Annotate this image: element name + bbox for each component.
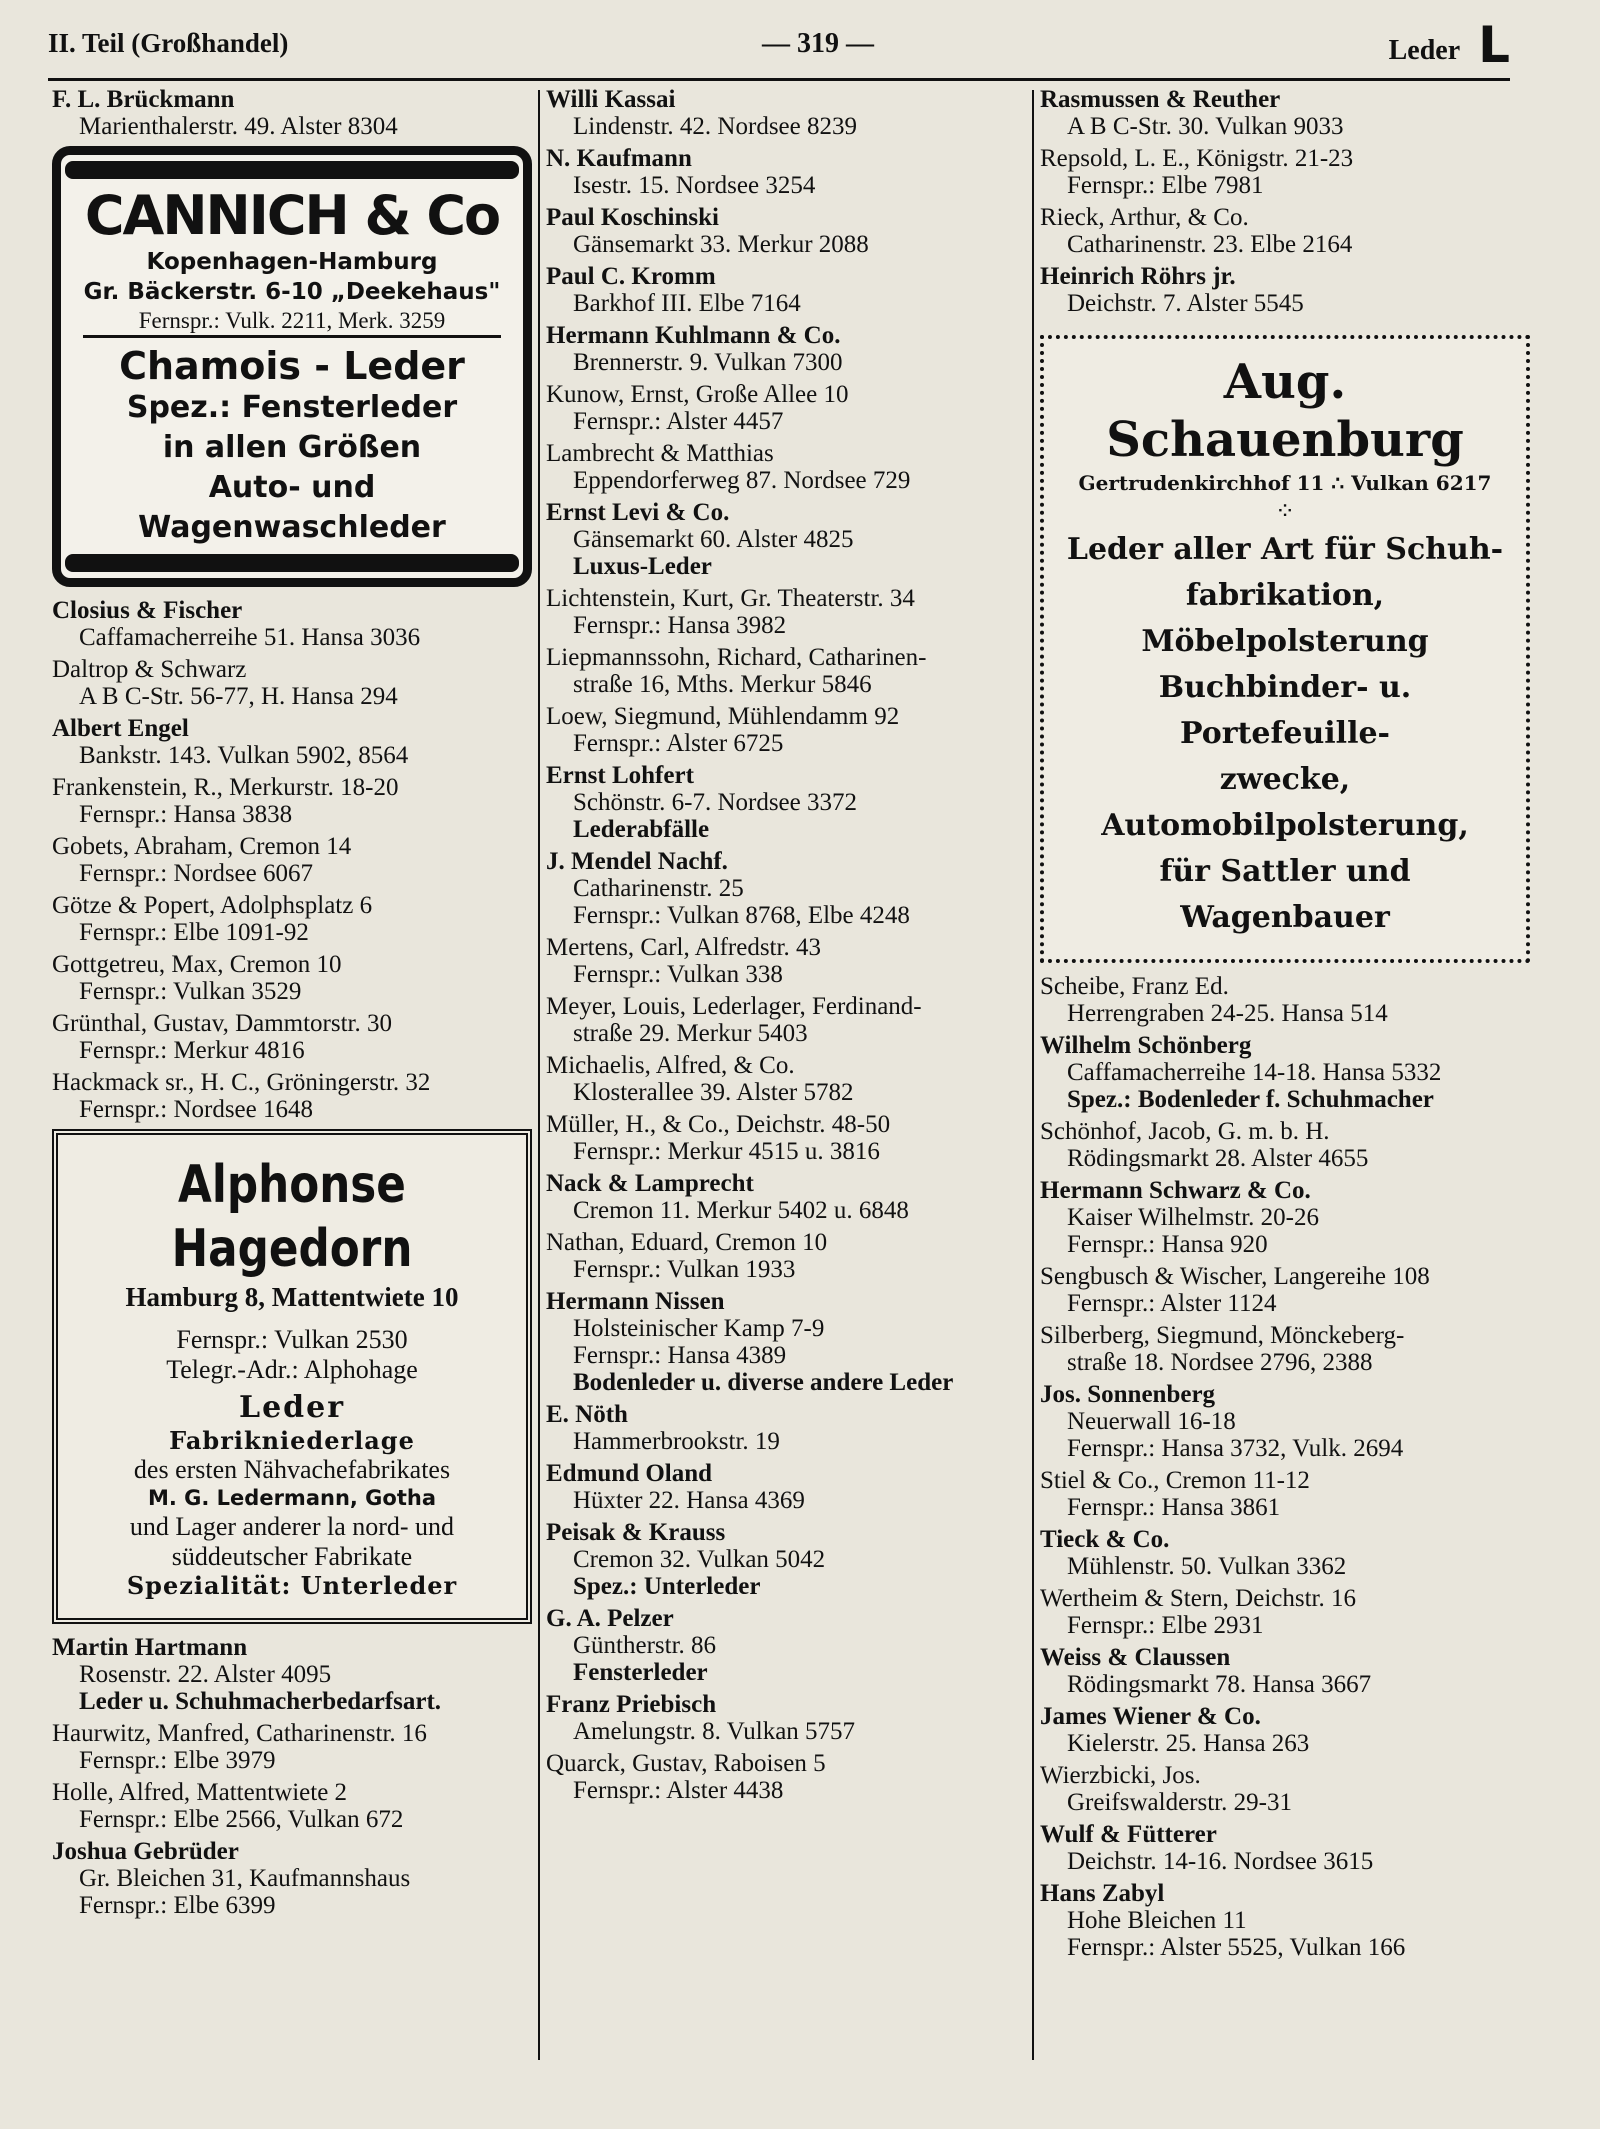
entry-name: Edmund Oland — [546, 1460, 713, 1487]
advert-hagedorn — [52, 1129, 532, 1624]
entry-name: Paul Koschinski — [546, 204, 719, 231]
entry-name: Stiel & Co., Cremon 11-12 — [1040, 1467, 1310, 1494]
entry-name: Peisak & Krauss — [546, 1519, 726, 1546]
entry-name: Weiss & Claussen — [1040, 1644, 1231, 1671]
entry-name: Lambrecht & Matthias — [546, 440, 774, 467]
directory-entry — [1040, 1703, 1530, 1757]
directory-entry — [546, 1052, 1026, 1106]
advert-headline: Chamois - Leder — [119, 344, 465, 388]
directory-entry — [52, 774, 532, 828]
advert-phone: Fernspr.: Vulkan 2530 — [176, 1325, 408, 1354]
entry-name: Ernst Lohfert — [546, 762, 694, 789]
directory-entry — [546, 644, 1026, 698]
entry-detail: Rödingsmarkt 78. Hansa 3667 — [1067, 1671, 1372, 1698]
advert-text: fabrikation, Möbelpolsterung — [1141, 578, 1429, 659]
advert-city: Kopenhagen-Hamburg — [146, 249, 438, 275]
entry-detail: Fernspr.: Vulkan 1933 — [573, 1256, 796, 1283]
entry-detail: Fernspr.: Vulkan 3529 — [79, 978, 302, 1005]
entry-name: Schönhof, Jacob, G. m. b. H. — [1040, 1118, 1330, 1145]
directory-entry — [546, 86, 1026, 140]
directory-entry — [52, 951, 532, 1005]
directory-entry — [546, 204, 1026, 258]
column-right — [1040, 86, 1530, 1966]
entry-name: Quarck, Gustav, Raboisen 5 — [546, 1750, 826, 1777]
entry-name: Rieck, Arthur, & Co. — [1040, 204, 1249, 231]
directory-entry — [1040, 1032, 1530, 1113]
entry-detail: Holsteinischer Kamp 7-9 — [573, 1315, 825, 1342]
entry-name: Ernst Levi & Co. — [546, 499, 730, 526]
entry-detail: Fernspr.: Elbe 2931 — [1067, 1612, 1264, 1639]
entry-name: Hermann Schwarz & Co. — [1040, 1177, 1311, 1204]
directory-entry — [1040, 1762, 1530, 1816]
entry-name: Meyer, Louis, Lederlager, Ferdinand- — [546, 993, 922, 1020]
entry-detail: Spez.: Unterleder — [573, 1573, 761, 1600]
entry-detail: Fernspr.: Alster 4457 — [573, 408, 784, 435]
entry-detail: Mühlenstr. 50. Vulkan 3362 — [1067, 1553, 1347, 1580]
entry-detail: Gänsemarkt 33. Merkur 2088 — [573, 231, 869, 258]
directory-entry — [1040, 1467, 1530, 1521]
entry-name: Closius & Fischer — [52, 597, 243, 624]
advert-text: Spezialität: Unterleder — [126, 1571, 458, 1600]
entry-detail: Fernspr.: Hansa 920 — [1067, 1231, 1268, 1258]
entry-name: Frankenstein, R., Merkurstr. 18-20 — [52, 774, 399, 801]
entry-name: Götze & Popert, Adolphsplatz 6 — [52, 892, 373, 919]
advert-text: Auto- und — [208, 470, 376, 505]
entry-detail: Fernspr.: Elbe 1091-92 — [79, 919, 309, 946]
entry-detail: Herrengraben 24-25. Hansa 514 — [1067, 1000, 1388, 1027]
entry-detail: Fernspr.: Hansa 3861 — [1067, 1494, 1281, 1521]
directory-entry — [546, 1605, 1026, 1686]
entry-list — [546, 86, 1026, 1804]
directory-entry — [52, 656, 532, 710]
entry-detail: Fernspr.: Hansa 4389 — [573, 1342, 787, 1369]
entry-name: Gottgetreu, Max, Cremon 10 — [52, 951, 342, 978]
entry-detail: Gänsemarkt 60. Alster 4825 — [573, 526, 854, 553]
directory-entry — [546, 993, 1026, 1047]
entry-detail: Barkhof III. Elbe 7164 — [573, 290, 801, 317]
advert-text: für Sattler und Wagenbauer — [1159, 854, 1411, 935]
entry-name: Michaelis, Alfred, & Co. — [546, 1052, 795, 1079]
entry-detail: Hüxter 22. Hansa 4369 — [573, 1487, 805, 1514]
entry-detail: straße 18. Nordsee 2796, 2388 — [1067, 1349, 1373, 1376]
directory-entry — [1040, 1644, 1530, 1698]
directory-entry — [52, 1838, 532, 1919]
directory-entry — [546, 381, 1026, 435]
entry-name: Martin Hartmann — [52, 1634, 248, 1661]
entry-name: Sengbusch & Wischer, Langereihe 108 — [1040, 1263, 1430, 1290]
directory-entry — [52, 833, 532, 887]
column-left — [52, 86, 532, 1924]
advert-text: Buchbinder- u. Portefeuille- — [1158, 670, 1412, 751]
entry-detail: Fernspr.: Alster 1124 — [1067, 1290, 1277, 1317]
entry-name: Grünthal, Gustav, Dammtorstr. 30 — [52, 1010, 393, 1037]
directory-entry — [52, 715, 532, 769]
directory-entry — [546, 1170, 1026, 1224]
directory-entry — [52, 1720, 532, 1774]
page-number: — 319 — — [762, 28, 874, 59]
entry-name: Tieck & Co. — [1040, 1526, 1170, 1553]
entry-detail: Catharinenstr. 23. Elbe 2164 — [1067, 231, 1353, 258]
directory-entry — [1040, 86, 1530, 140]
entry-detail: Fernspr.: Merkur 4515 u. 3816 — [573, 1138, 880, 1165]
column-divider — [1032, 90, 1034, 2060]
entry-name: Liepmannssohn, Richard, Catharinen- — [546, 644, 927, 671]
entry-detail: Güntherstr. 86 — [573, 1632, 717, 1659]
advert-border-top — [65, 161, 519, 179]
entry-detail: Fensterleder — [573, 1659, 708, 1686]
advert-text: Spez.: Fensterleder — [126, 390, 458, 425]
directory-entry — [1040, 1526, 1530, 1580]
entry-name: Heinrich Röhrs jr. — [1040, 263, 1236, 290]
entry-name: Franz Priebisch — [546, 1691, 717, 1718]
entry-name: Silberberg, Siegmund, Mönckeberg- — [1040, 1322, 1405, 1349]
entry-name: Repsold, L. E., Königstr. 21-23 — [1040, 145, 1354, 172]
entry-detail: Fernspr.: Merkur 4816 — [79, 1037, 305, 1064]
entry-list — [52, 1634, 532, 1919]
directory-entry — [546, 1401, 1026, 1455]
directory-entry — [546, 1460, 1026, 1514]
directory-entry — [546, 145, 1026, 199]
entry-name: Holle, Alfred, Mattentwiete 2 — [52, 1779, 348, 1806]
directory-entry — [546, 1691, 1026, 1745]
entry-name: Jos. Sonnenberg — [1040, 1381, 1216, 1408]
entry-detail: Lindenstr. 42. Nordsee 8239 — [573, 113, 857, 140]
directory-entry — [1040, 1585, 1530, 1639]
entry-name: Daltrop & Schwarz — [52, 656, 247, 683]
entry-detail: straße 16, Mths. Merkur 5846 — [573, 671, 872, 698]
advert-address: Hamburg 8, Mattentwiete 10 — [125, 1282, 459, 1312]
entry-detail: Bankstr. 143. Vulkan 5902, 8564 — [79, 742, 409, 769]
entry-name: Scheibe, Franz Ed. — [1040, 973, 1229, 1000]
entry-name: Joshua Gebrüder — [52, 1838, 239, 1865]
entry-detail: Fernspr.: Elbe 7981 — [1067, 172, 1264, 199]
entry-name: Wilhelm Schönberg — [1040, 1032, 1252, 1059]
index-letter: L — [1478, 16, 1510, 74]
entry-detail: Kielerstr. 25. Hansa 263 — [1067, 1730, 1310, 1757]
advert-text: des ersten Nähvachefabrikates — [133, 1455, 451, 1484]
section-title: Leder — [1388, 35, 1461, 66]
entry-name: F. L. Brückmann — [52, 86, 235, 113]
entry-name: N. Kaufmann — [546, 145, 692, 172]
column-middle — [546, 86, 1026, 1809]
directory-entry — [546, 585, 1026, 639]
page-header — [48, 16, 1510, 81]
entry-name: Albert Engel — [52, 715, 189, 742]
entry-detail: Fernspr.: Vulkan 338 — [573, 961, 783, 988]
advert-schauenburg — [1040, 335, 1530, 963]
directory-entry — [52, 1779, 532, 1833]
entry-name: G. A. Pelzer — [546, 1605, 674, 1632]
entry-detail: Greifswalderstr. 29-31 — [1067, 1789, 1292, 1816]
entry-detail: Lederabfälle — [573, 816, 710, 843]
entry-detail: Gr. Bleichen 31, Kaufmannshaus — [79, 1865, 411, 1892]
directory-entry — [546, 440, 1026, 494]
entry-detail: Fernspr.: Elbe 2566, Vulkan 672 — [79, 1806, 404, 1833]
advert-text: und Lager anderer la nord- und — [129, 1512, 455, 1541]
directory-entry — [1040, 145, 1530, 199]
directory-entry — [52, 597, 532, 651]
entry-detail: A B C-Str. 30. Vulkan 9033 — [1067, 113, 1344, 140]
advert-address: Gertrudenkirchhof 11 ∴ Vulkan 6217 — [1078, 471, 1492, 495]
advert-headline: Leder — [238, 1390, 346, 1425]
advert-company-name: CANNICH & Co — [84, 184, 500, 247]
entry-detail: Hammerbrookstr. 19 — [573, 1428, 780, 1455]
entry-name: Kunow, Ernst, Große Allee 10 — [546, 381, 849, 408]
entry-name: Nack & Lamprecht — [546, 1170, 754, 1197]
advert-address: Gr. Bäckerstr. 6-10 „Deekehaus" — [83, 279, 501, 305]
entry-name: Loew, Siegmund, Mühlendamm 92 — [546, 703, 900, 730]
directory-entry — [546, 1229, 1026, 1283]
directory-entry — [52, 86, 532, 140]
directory-entry — [52, 1010, 532, 1064]
entry-detail: Eppendorferweg 87. Nordsee 729 — [573, 467, 911, 494]
directory-entry — [1040, 1263, 1530, 1317]
directory-entry — [546, 263, 1026, 317]
entry-name: Hackmack sr., H. C., Gröningerstr. 32 — [52, 1069, 431, 1096]
entry-detail: Fernspr.: Nordsee 6067 — [79, 860, 313, 887]
entry-name: Gobets, Abraham, Cremon 14 — [52, 833, 352, 860]
entry-detail: Bodenleder u. diverse andere Leder — [573, 1369, 954, 1396]
entry-name: Wulf & Fütterer — [1040, 1821, 1217, 1848]
entry-list — [52, 597, 532, 1123]
entry-detail: Fernspr.: Hansa 3838 — [79, 801, 293, 828]
directory-entry — [1040, 1118, 1530, 1172]
entry-detail: Isestr. 15. Nordsee 3254 — [573, 172, 816, 199]
entry-detail: Fernspr.: Alster 4438 — [573, 1777, 784, 1804]
directory-entry — [1040, 204, 1530, 258]
advert-text: zwecke, Automobilpolsterung, — [1101, 762, 1469, 843]
entry-detail: Fernspr.: Hansa 3982 — [573, 612, 787, 639]
advert-cannich — [52, 146, 532, 587]
entry-list — [1040, 973, 1530, 1961]
entry-detail: Luxus-Leder — [573, 553, 712, 580]
entry-name: J. Mendel Nachf. — [546, 848, 728, 875]
entry-list — [1040, 86, 1530, 317]
entry-detail: Fernspr.: Vulkan 8768, Elbe 4248 — [573, 902, 910, 929]
advert-text: süddeutscher Fabrikate — [171, 1542, 413, 1571]
entry-detail: A B C-Str. 56-77, H. Hansa 294 — [79, 683, 398, 710]
entry-detail: Fernspr.: Elbe 3979 — [79, 1747, 276, 1774]
entry-list — [52, 86, 532, 140]
advert-text: Leder aller Art für Schuh- — [1066, 532, 1504, 567]
entry-detail: straße 29. Merkur 5403 — [573, 1020, 808, 1047]
entry-detail: Catharinenstr. 25 — [573, 875, 744, 902]
entry-name: Nathan, Eduard, Cremon 10 — [546, 1229, 828, 1256]
advert-phone: Fernspr.: Vulk. 2211, Merk. 3259 — [83, 307, 501, 338]
entry-name: Hans Zabyl — [1040, 1880, 1165, 1907]
entry-name: Willi Kassai — [546, 86, 676, 113]
entry-name: Paul C. Kromm — [546, 263, 716, 290]
ornament-icon: ⁘ — [1274, 499, 1296, 525]
directory-entry — [1040, 1177, 1530, 1258]
entry-name: Haurwitz, Manfred, Catharinenstr. 16 — [52, 1720, 427, 1747]
entry-detail: Leder u. Schuhmacherbedarfsart. — [79, 1688, 442, 1715]
directory-entry — [546, 934, 1026, 988]
directory-entry — [546, 762, 1026, 843]
entry-name: Mertens, Carl, Alfredstr. 43 — [546, 934, 821, 961]
entry-detail: Neuerwall 16-18 — [1067, 1408, 1236, 1435]
entry-detail: Fernspr.: Elbe 6399 — [79, 1892, 276, 1919]
entry-detail: Hohe Bleichen 11 — [1067, 1907, 1247, 1934]
entry-detail: Schönstr. 6-7. Nordsee 3372 — [573, 789, 857, 816]
entry-name: Wertheim & Stern, Deichstr. 16 — [1040, 1585, 1356, 1612]
directory-entry — [546, 1750, 1026, 1804]
entry-detail: Fernspr.: Alster 6725 — [573, 730, 784, 757]
entry-name: Hermann Kuhlmann & Co. — [546, 322, 841, 349]
entry-detail: Deichstr. 7. Alster 5545 — [1067, 290, 1304, 317]
directory-entry — [52, 892, 532, 946]
entry-name: Müller, H., & Co., Deichstr. 48-50 — [546, 1111, 891, 1138]
directory-entry — [546, 1111, 1026, 1165]
entry-detail: Rosenstr. 22. Alster 4095 — [79, 1661, 332, 1688]
directory-entry — [546, 322, 1026, 376]
advert-border-bottom — [65, 554, 519, 572]
section-part-label: II. Teil (Großhandel) — [48, 28, 289, 58]
entry-name: Lichtenstein, Kurt, Gr. Theaterstr. 34 — [546, 585, 915, 612]
directory-entry — [546, 703, 1026, 757]
entry-detail: Rödingsmarkt 28. Alster 4655 — [1067, 1145, 1369, 1172]
advert-company-name: Aug. Schauenburg — [1106, 354, 1464, 468]
entry-detail: Kaiser Wilhelmstr. 20-26 — [1067, 1204, 1319, 1231]
entry-detail: Spez.: Bodenleder f. Schuhmacher — [1067, 1086, 1434, 1113]
entry-detail: Marienthalerstr. 49. Alster 8304 — [79, 113, 398, 140]
directory-entry — [546, 848, 1026, 929]
directory-entry — [546, 1519, 1026, 1600]
entry-name: Rasmussen & Reuther — [1040, 86, 1281, 113]
directory-entry — [1040, 1821, 1530, 1875]
entry-name: Wierzbicki, Jos. — [1040, 1762, 1201, 1789]
entry-detail: Klosterallee 39. Alster 5782 — [573, 1079, 854, 1106]
directory-entry — [52, 1634, 532, 1715]
section-heading — [1388, 16, 1510, 80]
directory-entry — [1040, 263, 1530, 317]
entry-detail: Brennerstr. 9. Vulkan 7300 — [573, 349, 843, 376]
entry-name: E. Nöth — [546, 1401, 628, 1428]
advert-company-name: Alphonse Hagedorn — [171, 1155, 413, 1279]
directory-entry — [1040, 1381, 1530, 1462]
advert-text: Wagenwaschleder — [138, 510, 446, 545]
directory-entry — [1040, 1880, 1530, 1961]
column-divider — [538, 90, 540, 2060]
entry-detail: Fernspr.: Hansa 3732, Vulk. 2694 — [1067, 1435, 1404, 1462]
advert-subheadline: Fabrikniederlage — [169, 1426, 415, 1455]
entry-detail: Caffamacherreihe 51. Hansa 3036 — [79, 624, 421, 651]
directory-entry — [52, 1069, 532, 1123]
entry-detail: Fernspr.: Nordsee 1648 — [79, 1096, 313, 1123]
directory-entry — [1040, 973, 1530, 1027]
entry-name: Hermann Nissen — [546, 1288, 725, 1315]
directory-entry — [1040, 1322, 1530, 1376]
directory-entry — [546, 499, 1026, 580]
advert-telegram: Telegr.-Adr.: Alphohage — [166, 1355, 418, 1384]
advert-text: in allen Größen — [162, 430, 422, 465]
entry-detail: Cremon 11. Merkur 5402 u. 6848 — [573, 1197, 909, 1224]
entry-detail: Caffamacherreihe 14-18. Hansa 5332 — [1067, 1059, 1442, 1086]
entry-detail: Deichstr. 14-16. Nordsee 3615 — [1067, 1848, 1374, 1875]
advert-text: M. G. Ledermann, Gotha — [147, 1486, 437, 1510]
entry-detail: Cremon 32. Vulkan 5042 — [573, 1546, 826, 1573]
entry-name: James Wiener & Co. — [1040, 1703, 1261, 1730]
entry-detail: Fernspr.: Alster 5525, Vulkan 166 — [1067, 1934, 1406, 1961]
directory-entry — [546, 1288, 1026, 1396]
entry-detail: Amelungstr. 8. Vulkan 5757 — [573, 1718, 856, 1745]
